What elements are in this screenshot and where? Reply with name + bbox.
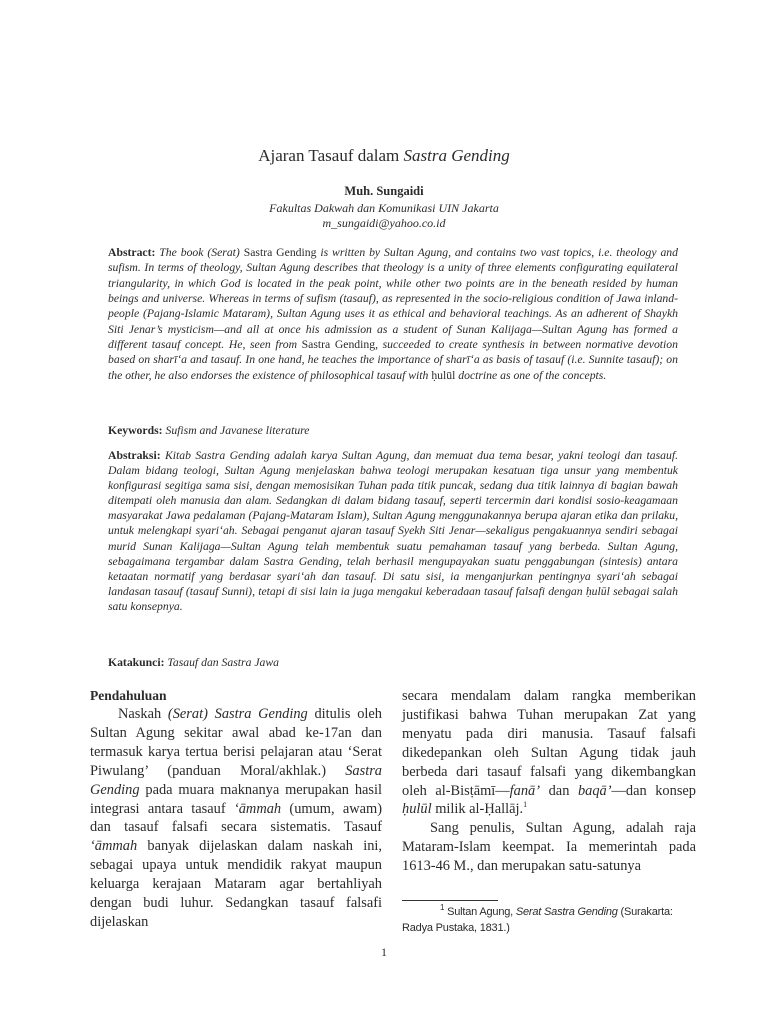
- abstract-text: Sastra Gending,: [301, 338, 378, 352]
- title-plain: Ajaran Tasauf dalam: [258, 146, 404, 165]
- abstraksi-label: Abstraksi:: [108, 449, 161, 462]
- body-text: (umum, awam) dan tasauf falsafi secara sistematis. Tasauf: [90, 800, 383, 836]
- abstraksi-text: Kitab Sastra Gending adalah karya Sultan Agung, dan memuat dua tema besar, yakni teologi dan tasauf. Dalam bidang teologi, Sultan Agung menjelaskan bahwa teologi merupakan kesatuan tiga unsur yang membentuk konfigurasi segitiga sama sisi, dengan memosisikan Tuhan pada titik puncak, sedang dua titik lainnya di bagian bawah ditempati oleh manusia dan alam. Sedangkan di dalam bidang tasauf, seperti tercermin dari kondisi sosio-keagamaan masyarakat Jawa pedalaman (Pajang-Mataram Islam), Sultan Agung menggunakannya berupa ajaran etika dan prilaku, untuk melengkapi syari‘ah. Sebagai penganut ajaran tasauf Syekh Siti Jenar—sekaligus pengakuannya sendiri sebagai murid Sunan Kalijaga—Sultan Agung telah membentuk suatu pemahaman tasauf yang berbeda. Sultan Agung, sebagaimana tergambar dalam Sastra Gending, telah berhasil mengupayakan suatu penggabungan (sintesis) antara ketaatan normatif yang berdasar syari‘ah dan tasauf. Di satu sisi, ia menganjurkan pentingnya syari‘ah sebagai landasan tasauf (tasauf Sunni), tetapi di sisi lain ia juga mengakui keberadaan tasauf falsafi dengan ḥulūl sebagai salah satu konsepnya.: [108, 449, 678, 613]
- page-number: 1: [381, 945, 387, 959]
- body-text: secara mendalam dalam rangka memberikan justifikasi bahwa Tuhan merupakan Zat yang menyatu pada diri manusia. Tasauf falsafi dikedepankan oleh Sultan Agung tidak jauh berbeda dari tasauf falsafi yang dikembangkan oleh al-Bisṭāmī—: [402, 688, 696, 799]
- body-text: fanā’: [509, 782, 541, 799]
- abstract-text: Sastra Gending: [243, 246, 317, 259]
- body-paragraph: [90, 705, 382, 932]
- footnote-number: 1: [440, 903, 445, 913]
- author-name: Muh. Sungaidi: [344, 184, 424, 198]
- body-column-left: [90, 687, 382, 932]
- body-text: Naskah: [118, 706, 168, 722]
- footnote-rule: [402, 900, 498, 901]
- body-paragraph: [402, 687, 696, 819]
- abstraksi: [108, 448, 678, 614]
- abstract-text: ḥulūl: [431, 368, 456, 382]
- section-heading: Pendahuluan: [90, 688, 167, 703]
- keywords: [108, 423, 678, 438]
- katakunci-label: Katakunci:: [108, 656, 165, 669]
- footnote-text: Sultan Agung,: [444, 906, 516, 918]
- keywords-label: Keywords:: [108, 424, 163, 437]
- title-italic: Sastra Gending: [403, 146, 510, 165]
- author-affiliation: Fakultas Dakwah dan Komunikasi UIN Jakarta: [269, 201, 499, 215]
- body-text: (Serat) Sastra Gending: [167, 706, 308, 722]
- footnote-text: Serat Sastra Gending: [515, 906, 618, 918]
- body-column-right: [402, 687, 696, 876]
- footnote-ref[interactable]: 1: [523, 800, 528, 810]
- body-text: ditulis oleh Sultan Agung sekitar awal abad ke-17an dan termasuk karya tertua berisi pelajaran atau ‘Serat Piwulang’ (panduan Moral/akhlak.): [90, 706, 382, 779]
- body-text: baqā’: [577, 782, 612, 799]
- body-text: Sastra Gending: [90, 762, 382, 798]
- body-text: pada muara maknanya merupakan hasil integrasi antara tasauf: [90, 781, 382, 817]
- abstract-text: is written by Sultan Agung, and contains two vast topics, i.e. theology and sufism. In terms of theology, Sultan Agung describes that theology is a unity of three elements configurating equilateral triangularity, in which God is located in the peak point, while other two points are in the beneath resided by human beings and universe. Whereas in terms of sufism (tasauf), as represented in the socio-religious condition of Jawa inland-people (Pajang-Islamic Mataram), Sultan Agung uses it as ethical and behavioral teachings. As an adherent of Shaykh Siti Jenar’s mysticism—and all at once his admission as a student of Sunan Kalijaga—Sultan Agung has formed a different tasauf concept. He, seen from: [108, 246, 678, 352]
- abstract-label: Abstract:: [108, 246, 156, 259]
- keywords-text: Sufism and Javanese literature: [162, 424, 310, 437]
- abstract-text: succeeded to create synthesis in between normative devotion based on sharī‘a and tasauf. In one hand, he teaches the importance of sharī‘a as basis of tasauf (i.e. Sunnite tasauf); on the other, he also endorses the existence of philosophical tasauf with: [108, 338, 678, 382]
- body-text: —dan konsep: [611, 782, 696, 799]
- author-email: m_sungaidi@yahoo.co.id: [322, 216, 446, 230]
- body-text: dan: [540, 782, 578, 799]
- article-title: [0, 146, 768, 166]
- abstract-text: doctrine as one of the concepts.: [455, 368, 607, 382]
- body-text: ‘āmmah: [90, 838, 138, 855]
- katakunci-text: Tasauf dan Sastra Jawa: [164, 656, 280, 669]
- abstract-text: The book (Serat): [155, 246, 244, 259]
- body-paragraph: Sang penulis, Sultan Agung, adalah raja Mataram-Islam keempat. Ia memerintah pada 1613-46 M., dan merupakan satu-satunya: [402, 820, 696, 875]
- abstract: [108, 245, 678, 383]
- footnote: [402, 905, 698, 936]
- body-text: ḥulūl: [402, 801, 432, 818]
- body-text: ‘āmmah: [233, 800, 282, 817]
- footnote-text: (Surakarta: Radya Pustaka, 1831.): [402, 906, 673, 934]
- body-text: milik al-Ḥallāj.: [431, 801, 524, 818]
- katakunci: [108, 655, 678, 670]
- body-text: banyak dijelaskan dalam naskah ini, sebagai upaya untuk mendidik rakyat maupun keluarga kerajaan Mataram agar bertahliyah dengan budi luhur. Sedangkan tasauf falsafi dijelaskan: [90, 838, 382, 930]
